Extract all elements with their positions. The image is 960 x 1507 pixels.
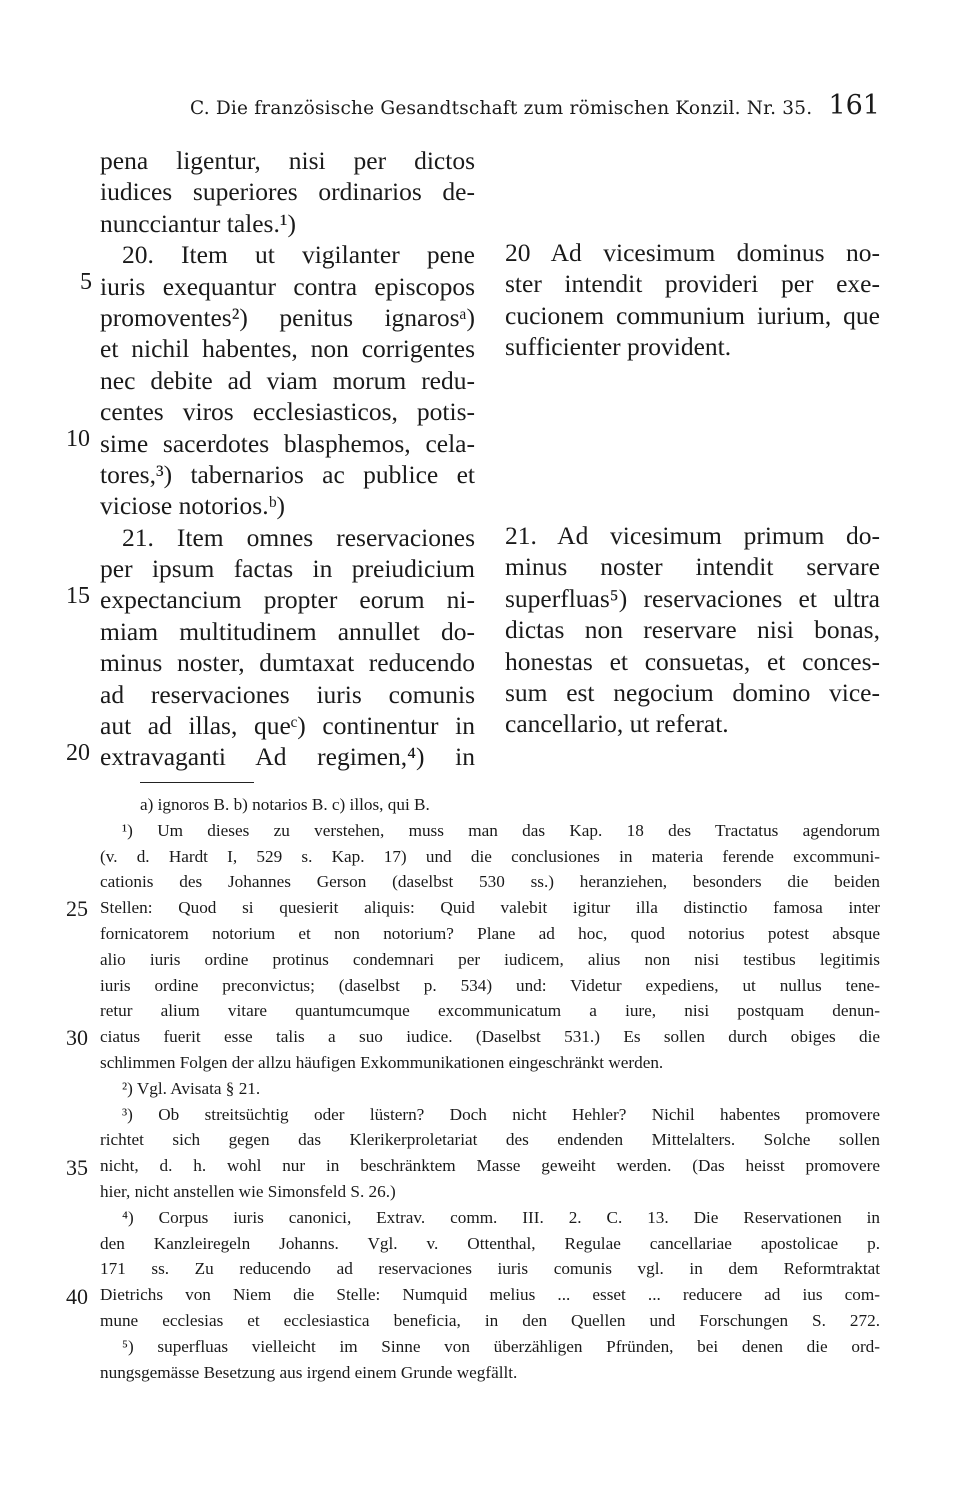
text-line: ster intendit provideri per exe- <box>505 269 880 299</box>
footnote-line: nungsgemässe Besetzung aus irgend einem Grunde wegfällt. <box>100 1362 518 1382</box>
text-line: iuris exequantur contra episcopos <box>100 271 475 301</box>
text-line: et nichil habentes, non corrigentes <box>100 334 475 364</box>
footnotes <box>100 792 880 1385</box>
footnote-line: cationis des Johannes Gerson (daselbst 530 ss.) heranziehen, besonders die beiden <box>100 872 880 892</box>
page-number: 161 <box>828 90 880 121</box>
footnote-line: ciatus fuerit esse talis a suo iudice. (Daselbst 531.) Es sollen durch obiges die <box>100 1027 880 1047</box>
footnote-line: iuris ordine preconvictus; (daselbst p. 534) und: Videtur expediens, ut nullus tene- <box>100 975 880 995</box>
footnote-line: mune ecclesias et ecclesiastica beneficia, in den Quellen und Forschungen S. 272. <box>100 1310 880 1330</box>
footnote-line: nicht, d. h. wohl nur in beschränktem Masse geweiht werden. (Das heisst promovere <box>100 1156 880 1176</box>
text-line: 20 Ad vicesimum dominus no- <box>505 238 880 267</box>
footnote-line: richtet sich gegen das Klerikerproletariat des endenden Mittelalters. Solche sollen <box>100 1130 880 1150</box>
line-number-5: 5 <box>80 269 92 295</box>
line-number-15: 15 <box>66 583 90 609</box>
text-line: honestas et consuetas, et conces- <box>505 646 880 676</box>
footnote-line: Dietrichs von Niem die Stelle: Numquid melius ... esset ... reducere ad ius com- <box>100 1285 880 1305</box>
text-line: superfluas⁵) reservaciones et ultra <box>505 583 880 613</box>
footnote-line: fornicatorem notorium et non notorium? Plane ad hoc, quod notorius potest absque <box>100 923 880 943</box>
line-number-25: 25 <box>66 896 88 921</box>
line-number-35: 35 <box>66 1155 88 1180</box>
text-line: extravaganti Ad regimen,⁴) in <box>100 742 475 772</box>
footnote-rule <box>140 782 254 783</box>
text-line: sime sacerdotes blasphemos, cela- <box>100 428 475 458</box>
text-line: sufficienter provident. <box>505 332 732 362</box>
page-header <box>190 90 880 126</box>
line-number-40: 40 <box>66 1284 88 1309</box>
footnote-line: schlimmen Folgen der allzu häufigen Exkommunikationen eingeschränkt werden. <box>100 1052 664 1072</box>
footnote-line: Stellen: Quod si quesierit aliquis: Quid valebit igitur illa distinctio famosa inter <box>100 898 880 918</box>
text-line: iudices superiores ordinarios de- <box>100 177 475 207</box>
text-line: minus noster, dumtaxat reducendo <box>100 648 475 678</box>
footnote-line: retur alium vitare quantumcumque excommunicatum a iure, nisi postquam denun- <box>100 1001 880 1021</box>
text-line: tores,³) tabernarios ac publice et <box>100 459 475 489</box>
variant-readings: a) ignoros B. b) notarios B. c) illos, qui B. <box>140 795 430 814</box>
line-number-30: 30 <box>66 1025 88 1050</box>
footnote-4: ⁴) Corpus iuris canonici, Extrav. comm. III. 2. C. 13. Die Reservationen in <box>122 1207 880 1227</box>
text-line: nec debite ad viam morum redu- <box>100 365 475 395</box>
text-line: cucionem communium iurium, que <box>505 300 880 330</box>
footnote-2: ²) Vgl. Avisata § 21. <box>122 1078 261 1098</box>
text-line: per ipsum factas in preiudicium <box>100 554 475 584</box>
text-line: ad reservaciones iuris comunis <box>100 679 475 709</box>
footnote-line: 171 ss. Zu reducendo ad reservaciones iuris comunis vgl. in dem Reformtraktat <box>100 1259 880 1279</box>
running-title: C. Die französische Gesandtschaft zum römischen Konzil. Nr. 35. <box>190 98 813 119</box>
text-line: aut ad illas, queᶜ) continentur in <box>100 711 475 741</box>
text-line: miam multitudinem annullet do- <box>100 616 475 646</box>
article-21-heading: 21. Item omnes reservaciones <box>122 522 475 552</box>
text-line: expectancium propter eorum ni- <box>100 585 475 615</box>
reply-21 <box>505 520 880 740</box>
text-line: minus noster intendit servare <box>505 552 880 582</box>
reply-20 <box>505 237 880 363</box>
text-line: 21. Ad vicesimum primum do- <box>505 521 880 550</box>
footnote-line: hier, nicht anstellen wie Simonsfeld S. 26.) <box>100 1181 396 1201</box>
text-line: pena ligentur, nisi per dictos <box>100 146 475 175</box>
line-number-10: 10 <box>66 426 90 452</box>
latin-articles-column <box>100 145 475 773</box>
text-line: sum est negocium domino vice- <box>505 677 880 707</box>
footnote-line: den Kanzleiregeln Johanns. Vgl. v. Ottenthal, Regulae cancellariae apostolicae p. <box>100 1233 880 1253</box>
article-20-heading: 20. Item ut vigilanter pene <box>122 240 475 270</box>
line-number-20: 20 <box>66 740 90 766</box>
reply-column <box>505 237 880 363</box>
footnote-3: ³) Ob streitsüchtig oder lüstern? Doch nicht Hehler? Nichil habentes promovere <box>122 1104 880 1124</box>
text-line: cancellario, ut referat. <box>505 709 729 739</box>
text-line: dictas non reservare nisi bonas, <box>505 615 880 645</box>
footnote-line: alio iuris ordine protinus condemnari per iudicem, alius non nisi testibus legitimis <box>100 949 880 969</box>
footnote-1: ¹) Um dieses zu verstehen, muss man das Kap. 18 des Tractatus agendorum <box>122 820 880 840</box>
text-line: viciose notorios.ᵇ) <box>100 491 285 521</box>
footnote-5: ⁵) superfluas vielleicht im Sinne von überzähligen Pfründen, bei denen die ord- <box>122 1336 880 1356</box>
text-line: nuncciantur tales.¹) <box>100 208 296 238</box>
text-line: promoventes²) penitus ignarosᵃ) <box>100 302 475 332</box>
text-line: centes viros ecclesiasticos, potis- <box>100 397 475 427</box>
footnote-line: (v. d. Hardt I, 529 s. Kap. 17) und die conclusiones in materia ferende excommuni- <box>100 846 880 866</box>
